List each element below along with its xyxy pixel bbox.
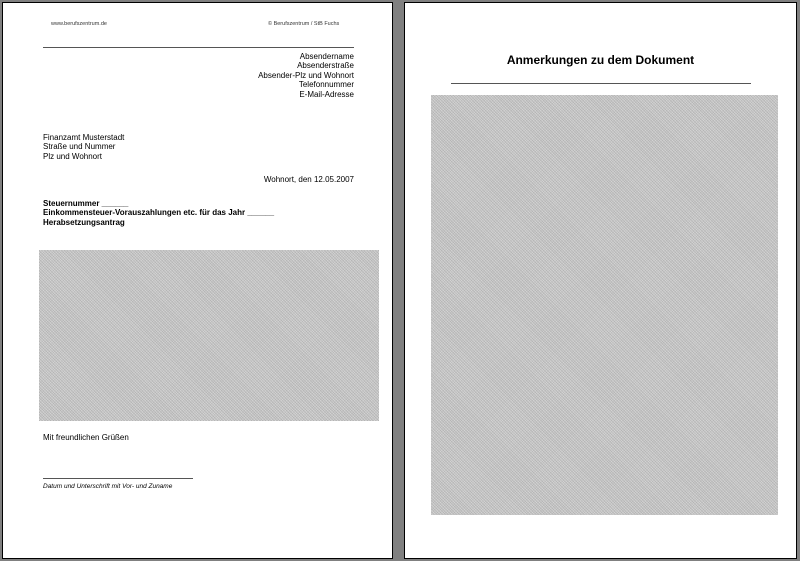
header-right: © Berufszentrum / StB Fuchs — [268, 21, 340, 27]
subject-prepayments: Einkommensteuer-Vorauszahlungen etc. für das Jahr ______ — [43, 208, 275, 218]
blurred-letter-body — [39, 250, 379, 421]
sender-email: E-Mail-Adresse — [299, 89, 354, 99]
signature-rule — [43, 478, 193, 479]
sender-phone: Telefonnummer — [298, 80, 354, 90]
closing: Mit freundlichen Grüßen — [43, 433, 129, 442]
header-rule — [43, 47, 354, 48]
sender-city: Absender-Plz und Wohnort — [258, 70, 354, 80]
recipient-street: Straße und Nummer — [43, 142, 116, 152]
letter-page — [2, 2, 393, 559]
subject-tax-number: Steuernummer ______ — [43, 199, 129, 208]
notes-page — [404, 2, 797, 559]
recipient-block — [43, 133, 124, 161]
sender-name: Absendername — [299, 52, 354, 61]
signature-caption: Datum und Unterschrift mit Vor- und Zuname — [43, 483, 173, 490]
sender-street: Absenderstraße — [297, 61, 354, 71]
date-line: Wohnort, den 12.05.2007 — [263, 175, 354, 184]
title-rule — [451, 83, 751, 84]
blurred-notes-body — [431, 95, 778, 515]
notes-title: Anmerkungen zu dem Dokument — [506, 53, 695, 67]
subject-block — [43, 199, 274, 227]
sender-block — [203, 52, 354, 99]
recipient-city: Plz und Wohnort — [43, 151, 102, 161]
subject-request: Herabsetzungsantrag — [43, 217, 125, 227]
recipient-name: Finanzamt Musterstadt — [43, 133, 125, 142]
header-left: www.berufszentrum.de — [51, 21, 107, 27]
